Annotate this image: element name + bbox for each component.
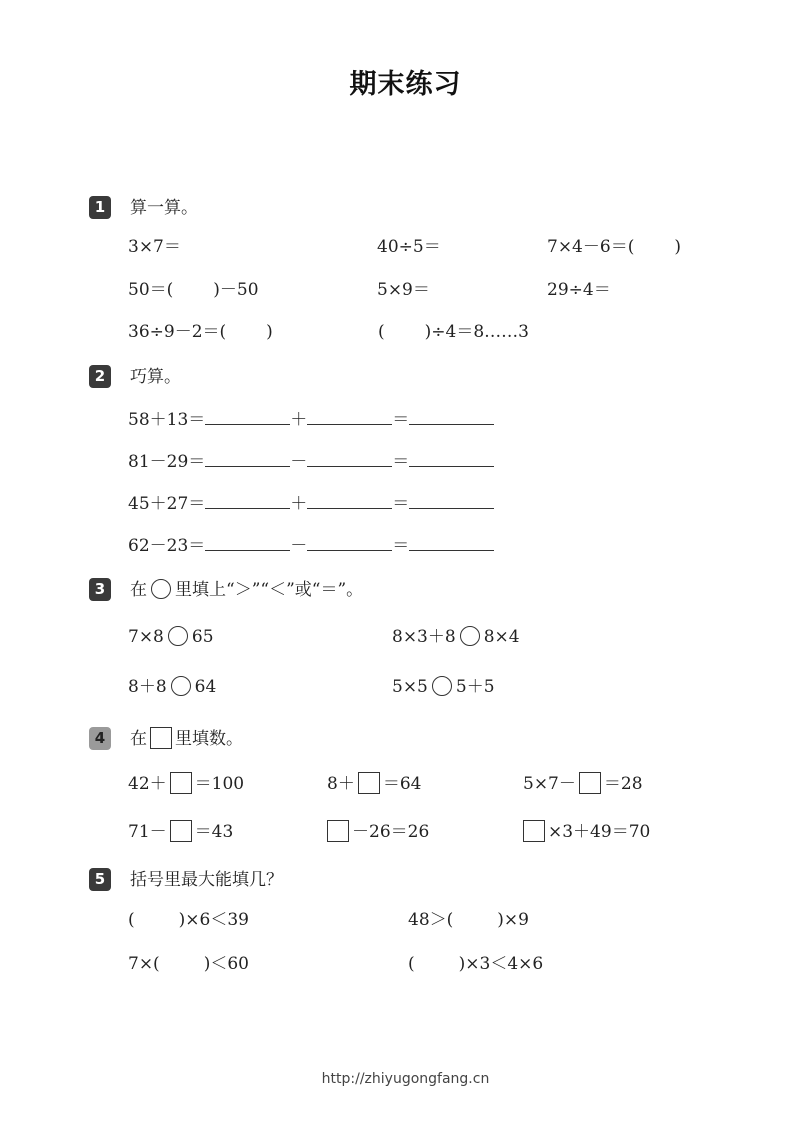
s4-left: 5×7－ <box>523 774 576 794</box>
s3-compare-d <box>392 675 495 699</box>
section-4-title-post: 里填数。 <box>175 729 243 749</box>
s1-a3-pre: 7×4－6＝( <box>547 237 635 257</box>
s4-problem-e <box>324 820 429 844</box>
answer-blank[interactable] <box>307 406 392 425</box>
section-4-title <box>130 727 243 751</box>
s1-c1-post: ) <box>266 322 273 342</box>
answer-circle[interactable] <box>432 676 452 696</box>
s3-right: 65 <box>191 627 214 647</box>
s4-left: 71－ <box>128 822 167 842</box>
s2-row <box>128 490 494 516</box>
s1-problem-a1: 3×7＝ <box>128 237 181 257</box>
answer-box[interactable] <box>523 820 545 842</box>
section-4-number: 4 <box>89 727 111 750</box>
footer-url: http://zhiyugongfang.cn <box>321 1071 490 1087</box>
s5-post: )×6＜39 <box>178 910 249 930</box>
s2-row-eq: ＝ <box>392 536 410 556</box>
s5-problem-d <box>408 952 543 976</box>
section-2-title: 巧算。 <box>130 367 181 387</box>
s2-row-op: ＋ <box>290 410 308 430</box>
s2-row-expr: 58＋13＝ <box>128 410 206 430</box>
section-2-number: 2 <box>89 365 111 388</box>
s4-problem-f <box>520 820 650 844</box>
section-1-title: 算一算。 <box>130 198 198 218</box>
s4-problem-c <box>523 772 643 796</box>
s3-compare-b <box>392 625 520 649</box>
s3-left: 7×8 <box>128 627 164 647</box>
s5-pre: ( <box>128 910 135 930</box>
circle-icon <box>151 579 171 599</box>
s1-problem-c1 <box>128 320 273 344</box>
s1-c2-post: )÷4＝8……3 <box>424 322 529 342</box>
s4-right: ＝100 <box>194 774 245 794</box>
answer-box[interactable] <box>170 820 192 842</box>
square-icon <box>150 727 172 749</box>
s2-row-eq: ＝ <box>392 494 410 514</box>
s4-right: －26＝26 <box>352 822 430 842</box>
s1-b1-post: )－50 <box>213 280 259 300</box>
s4-problem-b <box>327 772 421 796</box>
s2-row-op: － <box>290 536 308 556</box>
s4-left: 8＋ <box>327 774 355 794</box>
answer-circle[interactable] <box>460 626 480 646</box>
s5-post: )×9 <box>497 910 529 930</box>
answer-box[interactable] <box>327 820 349 842</box>
page-title: 期末练习 <box>349 69 462 100</box>
s5-problem-c <box>128 952 249 976</box>
s2-row-eq: ＝ <box>392 410 410 430</box>
s4-right: ×3＋49＝70 <box>548 822 651 842</box>
s2-row-expr: 62－23＝ <box>128 536 206 556</box>
s1-c1-pre: 36÷9－2＝( <box>128 322 227 342</box>
s3-left: 8×3＋8 <box>392 627 456 647</box>
s3-right: 8×4 <box>483 627 520 647</box>
s3-right: 5＋5 <box>455 677 495 697</box>
s5-problem-b <box>408 908 529 932</box>
s1-problem-b3: 29÷4＝ <box>547 280 611 300</box>
section-3-number: 3 <box>89 578 111 601</box>
s3-left: 8＋8 <box>128 677 167 697</box>
answer-box[interactable] <box>358 772 380 794</box>
s4-right: ＝28 <box>603 774 643 794</box>
answer-circle[interactable] <box>168 626 188 646</box>
s2-row-op: － <box>290 452 308 472</box>
section-1-number: 1 <box>89 196 111 219</box>
answer-box[interactable] <box>579 772 601 794</box>
s3-left: 5×5 <box>392 677 428 697</box>
s2-row <box>128 532 494 558</box>
section-5-title: 括号里最大能填几？ <box>130 870 283 890</box>
s5-pre: 7×( <box>128 954 160 974</box>
answer-blank[interactable] <box>409 532 494 551</box>
section-4-title-pre: 在 <box>130 729 147 749</box>
answer-blank[interactable] <box>205 532 290 551</box>
answer-blank[interactable] <box>409 448 494 467</box>
s1-c2-pre: ( <box>378 322 385 342</box>
answer-blank[interactable] <box>307 490 392 509</box>
s4-left: 42＋ <box>128 774 167 794</box>
s1-problem-c2 <box>378 320 529 344</box>
answer-blank[interactable] <box>205 490 290 509</box>
s1-problem-b2: 5×9＝ <box>377 280 430 300</box>
s2-row-expr: 45＋27＝ <box>128 494 206 514</box>
section-3-title-pre: 在 <box>130 580 147 600</box>
s4-problem-a <box>128 772 244 796</box>
answer-box[interactable] <box>170 772 192 794</box>
s2-row-eq: ＝ <box>392 452 410 472</box>
answer-blank[interactable] <box>409 406 494 425</box>
s5-problem-a <box>128 908 249 932</box>
s1-problem-a2: 40÷5＝ <box>377 237 441 257</box>
section-3-title <box>130 578 363 602</box>
answer-blank[interactable] <box>205 406 290 425</box>
s2-row <box>128 406 494 432</box>
answer-blank[interactable] <box>205 448 290 467</box>
s5-post: )×3＜4×6 <box>458 954 544 974</box>
s2-row-expr: 81－29＝ <box>128 452 206 472</box>
s4-right: ＝64 <box>382 774 422 794</box>
s4-right: ＝43 <box>194 822 234 842</box>
answer-blank[interactable] <box>307 448 392 467</box>
section-5-number: 5 <box>89 868 111 891</box>
s1-problem-b1 <box>128 278 259 302</box>
s3-compare-a <box>128 625 214 649</box>
s5-post: )＜60 <box>203 954 249 974</box>
s1-a3-post: ) <box>674 237 681 257</box>
s3-compare-c <box>128 675 216 699</box>
section-3-title-post: 里填上“＞”“＜”或“＝”。 <box>175 580 364 600</box>
s5-pre: ( <box>408 954 415 974</box>
s2-row-op: ＋ <box>290 494 308 514</box>
s4-problem-d <box>128 820 233 844</box>
answer-blank[interactable] <box>409 490 494 509</box>
answer-blank[interactable] <box>307 532 392 551</box>
s3-right: 64 <box>194 677 217 697</box>
s1-problem-a3 <box>547 235 681 259</box>
answer-circle[interactable] <box>171 676 191 696</box>
s2-row <box>128 448 494 474</box>
s5-pre: 48＞( <box>408 910 454 930</box>
s1-b1-pre: 50＝( <box>128 280 174 300</box>
